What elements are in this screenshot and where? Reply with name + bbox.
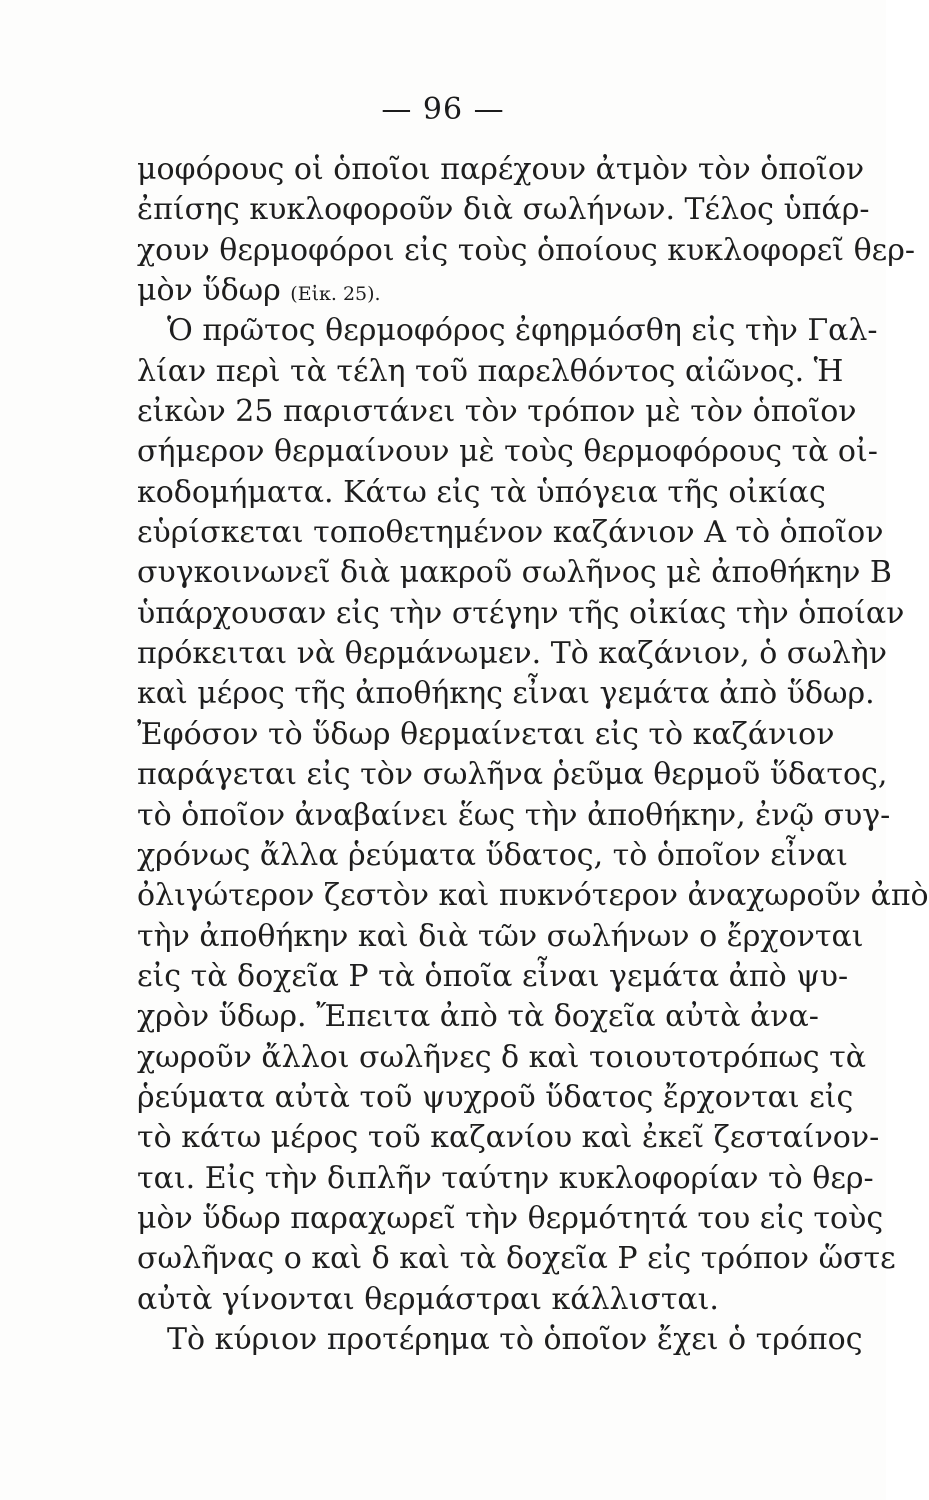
body-text [137, 150, 929, 1360]
text-line: τὴν ἀποθήκην καὶ διὰ τῶν σωλήνων ο ἔρχονται [137, 918, 864, 954]
text-line: μὸν ὕδωρ παραχωρεῖ τὴν θερμότητά του εἰς τοὺς [137, 1200, 884, 1236]
text-line: εἰκὼν 25 παριστάνει τὸν τρόπον μὲ τὸν ὁποῖον [137, 394, 857, 430]
text-line: τὸ κάτω μέρος τοῦ καζανίου καὶ ἐκεῖ ζεσταίνον- [137, 1120, 880, 1156]
text-line: σήμερον θερμαίνουν μὲ τοὺς θερμοφόρους τὰ οἰ- [137, 434, 878, 470]
text-line: πρόκειται νὰ θερμάνωμεν. Τὸ καζάνιον, ὁ σωλὴν [137, 636, 887, 672]
text-line: ται. Εἰς τὴν διπλῆν ταύτην κυκλοφορίαν τὸ θερ- [137, 1160, 874, 1196]
text-line: σωλῆνας ο καὶ δ καὶ τὰ δοχεῖα Ρ εἰς τρόπον ὥστε [137, 1241, 896, 1277]
text-line [137, 271, 797, 311]
text-line: τὸ ὁποῖον ἀναβαίνει ἕως τὴν ἀποθήκην, ἐνῷ συγ- [137, 797, 891, 833]
text-line: αὐτὰ γίνονται θερμάστραι κάλλισται. [137, 1281, 719, 1317]
text-line: ῥεύματα αὐτὰ τοῦ ψυχροῦ ὕδατος ἔρχονται εἰς [137, 1079, 854, 1115]
text-line: εὑρίσκεται τοποθετημένον καζάνιον Α τὸ ὁποῖον [137, 515, 884, 551]
text-line: μοφόρους οἱ ὁποῖοι παρέχουν ἀτμὸν τὸν ὁποῖον [137, 152, 865, 187]
text-line: Ἐφόσον τὸ ὕδωρ θερμαίνεται εἰς τὸ καζάνιον [137, 716, 835, 752]
text-line: χουν θερμοφόροι εἰς τοὺς ὁποίους κυκλοφορεῖ θερ- [137, 232, 915, 268]
text-line: εἰς τὰ δοχεῖα Ρ τὰ ὁποῖα εἶναι γεμάτα ἀπὸ ψυ- [137, 958, 849, 994]
text-line: ἐπίσης κυκλοφοροῦν διὰ σωλήνων. Τέλος ὑπάρ- [137, 192, 870, 228]
text-line: ὀλιγώτερον ζεστὸν καὶ πυκνότερον ἀναχωροῦν ἀπὸ [137, 878, 929, 914]
text-line: ὑπάρχουσαν εἰς τὴν στέγην τῆς οἰκίας τὴν ὁποίαν [137, 595, 905, 631]
text-line: καὶ μέρος τῆς ἀποθήκης εἶναι γεμάτα ἀπὸ ὕδωρ. [137, 676, 875, 712]
text-line: χρὸν ὕδωρ. Ἔπειτα ἀπὸ τὰ δοχεῖα αὐτὰ ἀνα- [137, 999, 819, 1035]
text-line: χρόνως ἄλλα ῥεύματα ὕδατος, τὸ ὁποῖον εἶναι [137, 837, 848, 873]
text-line: παράγεται εἰς τὸν σωλῆνα ῥεῦμα θερμοῦ ὕδατος, [137, 757, 888, 793]
text-line: συγκοινωνεῖ διὰ μακροῦ σωλῆνος μὲ ἀποθήκην Β [137, 555, 892, 591]
text-line-start: μὸν ὕδωρ [137, 273, 281, 309]
figure-reference: (Εἰκ. 25). [290, 283, 381, 306]
page-number: — 96 — [381, 92, 505, 127]
text-line: Ὁ πρῶτος θερμοφόρος ἐφηρμόσθη εἰς τὴν Γαλ- [167, 313, 878, 349]
text-line: κοδομήματα. Κάτω εἰς τὰ ὑπόγεια τῆς οἰκίας [137, 474, 826, 510]
text-line: λίαν περὶ τὰ τέλη τοῦ παρελθόντος αἰῶνος. Ἡ [137, 353, 844, 389]
text-line: χωροῦν ἄλλοι σωλῆνες δ καὶ τοιουτοτρόπως τὰ [137, 1039, 866, 1075]
text-line: Τὸ κύριον προτέρημα τὸ ὁποῖον ἔχει ὁ τρόπος [167, 1321, 863, 1357]
